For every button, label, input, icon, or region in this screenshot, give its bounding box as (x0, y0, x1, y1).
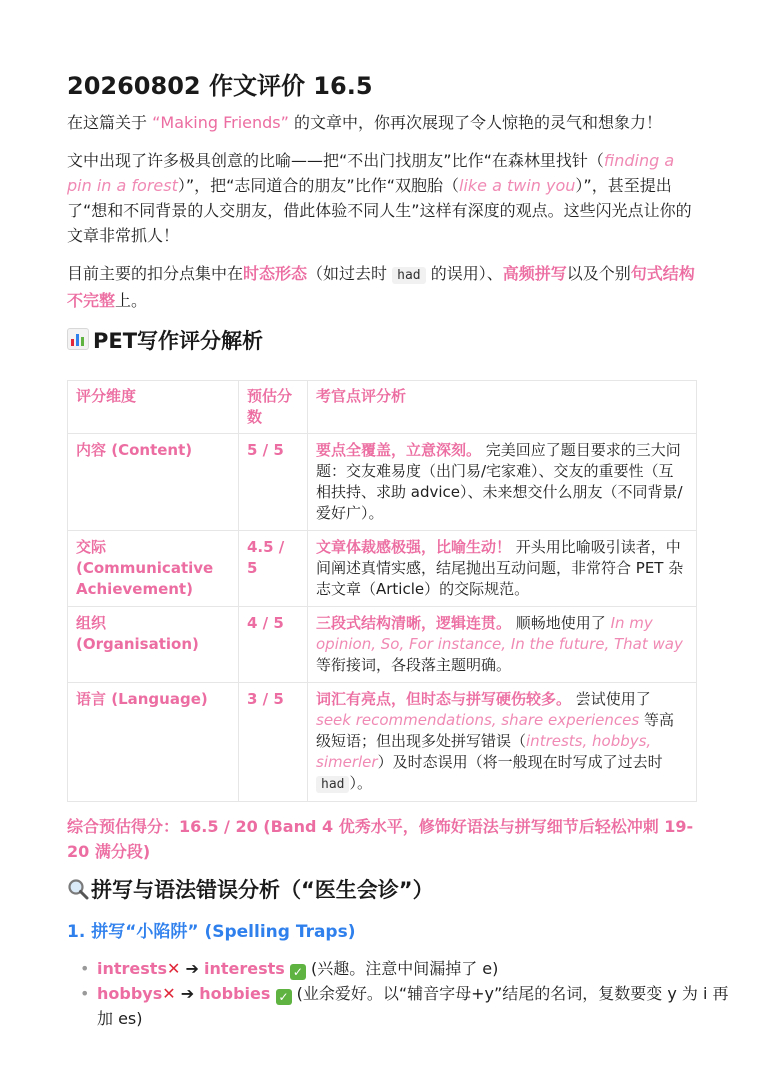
row-comment (308, 434, 697, 531)
spelling-error-list (67, 956, 729, 1031)
comment-text-2: 等高级短语；但出现多处拼写错误（ (316, 711, 674, 750)
check-icon: ✓ (290, 964, 306, 980)
wrong-spelling: hobbys (97, 984, 163, 1003)
comment-text: 完美回应了题目要求的三大问题：交友难易度（出门易/宅家难）、交友的重要性（互相扶持、求助 advice）、未来想交什么朋友（不同背景/爱好广）。 (316, 441, 683, 522)
row-dimension: 交际 (Communicative Achievement) (68, 531, 239, 607)
para2-text-e: ）”，甚至提出了“想和不同背景的人交朋友，借此体验不同人生”这样有深度的观点。这些闪光点让你的文章非常抓人！ (67, 176, 692, 245)
comment-highlight: 文章体裁感极强，比喻生动！ (316, 538, 512, 556)
table-row (68, 531, 697, 607)
table-row (68, 683, 697, 802)
bar-chart-icon (67, 328, 89, 350)
table-row (68, 607, 697, 683)
para3-text-h: 上。 (115, 291, 148, 310)
spelling-note: (兴趣。注意中间漏掉了 e) (305, 959, 499, 978)
cross-icon: ✕ (162, 984, 176, 1003)
comment-highlight: 三段式结构清晰，逻辑连贯。 (316, 614, 512, 632)
spelling-note: (业余爱好。以“辅音字母+y”结尾的名词，复数要变 y 为 i 再加 es) (97, 984, 729, 1028)
row-dimension: 组织 (Organisation) (68, 607, 239, 683)
header-dimension: 评分维度 (68, 381, 239, 434)
deduction-paragraph (67, 261, 699, 313)
inline-code-had: had (392, 267, 425, 284)
para3-text-f: 以及个别 (566, 264, 631, 283)
row-comment (308, 683, 697, 802)
row-score: 4 / 5 (239, 607, 308, 683)
para3-text-c: （如过去时 (307, 264, 393, 283)
intro-text: 在这篇关于 (67, 113, 153, 132)
topic-highlight: “Making Friends” (152, 113, 289, 132)
row-dimension: 内容 (Content) (68, 434, 239, 531)
table-header-row (68, 381, 697, 434)
comment-highlight: 要点全覆盖，立意深刻。 (316, 441, 482, 459)
comment-text-4: ）。 (349, 774, 372, 792)
para3-text-d: 的误用）、 (425, 264, 503, 283)
comment-text-3: ）及时态误用（将一般现在时写成了过去时 (377, 753, 663, 771)
correct-spelling: interests (203, 959, 285, 978)
para2-text-c: ）”，把“志同道合的朋友”比作“双胞胎（ (177, 176, 460, 195)
comment-text-2: 等衔接词，各段落主题明确。 (316, 656, 512, 674)
metaphor-paragraph (67, 148, 699, 248)
row-score: 3 / 5 (239, 683, 308, 802)
section-heading-error-analysis (67, 874, 434, 904)
metaphor-english-1: finding a pin in a forest (67, 151, 675, 195)
magnifier-icon (67, 878, 89, 900)
intro-text-end: 的文章中，你再次展现了令人惊艳的灵气和想象力！ (288, 113, 663, 132)
cross-icon: ✕ (166, 959, 181, 978)
row-score: 5 / 5 (239, 434, 308, 531)
section-heading-pet-score (67, 325, 263, 355)
page-title: 20260802 作文评价 16.5 (67, 72, 373, 100)
comment-italic: seek recommendations, share experiences (316, 711, 640, 729)
para3-text-a: 目前主要的扣分点集中在 (67, 264, 244, 283)
issue-tense: 时态形态 (243, 264, 308, 283)
comment-italic-2: intrests, hobbys, simerler (316, 732, 652, 771)
metaphor-english-2: like a twin you (459, 176, 576, 195)
inline-code-had: had (316, 776, 349, 793)
header-score: 预估分数 (239, 381, 308, 434)
issue-spelling: 高频拼写 (502, 264, 567, 283)
section-heading-text: 拼写与语法错误分析（“医生会诊”） (91, 878, 434, 902)
correct-spelling: hobbies (199, 984, 271, 1003)
header-comment: 考官点评分析 (308, 381, 697, 434)
overall-score-summary: 综合预估得分：16.5 / 20 (Band 4 优秀水平，修饰好语法与拼写细节后轻松冲刺 19-20 满分段) (67, 817, 694, 861)
row-dimension: 语言 (Language) (68, 683, 239, 802)
row-score: 4.5 / 5 (239, 531, 308, 607)
para2-text-a: 文中出现了许多极具创意的比喻——把“不出门找朋友”比作“在森林里找针（ (67, 151, 604, 170)
comment-text: 开头用比喻吸引读者，中间阐述真情实感，结尾抛出互动问题，非常符合 PET 杂志文章（Article）的交际规范。 (316, 538, 684, 598)
arrow-right-icon: ➔ (185, 959, 199, 978)
comment-text: 尝试使用了 (571, 690, 651, 708)
check-icon: ✓ (276, 989, 292, 1005)
comment-italic: In my opinion, So, For instance, In the future, That way (316, 614, 683, 653)
arrow-right-icon: ➔ (180, 984, 195, 1003)
list-item (97, 981, 729, 1031)
section-heading-text: PET写作评分解析 (93, 329, 264, 353)
list-item (97, 956, 729, 981)
score-table (67, 380, 697, 802)
comment-text: 顺畅地使用了 (511, 614, 611, 632)
subsection-spelling-traps: 1. 拼写“小陷阱” (Spelling Traps) (67, 922, 356, 942)
row-comment (308, 607, 697, 683)
issue-structure: 句式结构不完整 (67, 264, 695, 310)
wrong-spelling: intrests (97, 959, 167, 978)
comment-highlight: 词汇有亮点，但时态与拼写硬伤较多。 (316, 690, 572, 708)
row-comment (308, 531, 697, 607)
intro-paragraph (67, 110, 699, 135)
table-row (68, 434, 697, 531)
